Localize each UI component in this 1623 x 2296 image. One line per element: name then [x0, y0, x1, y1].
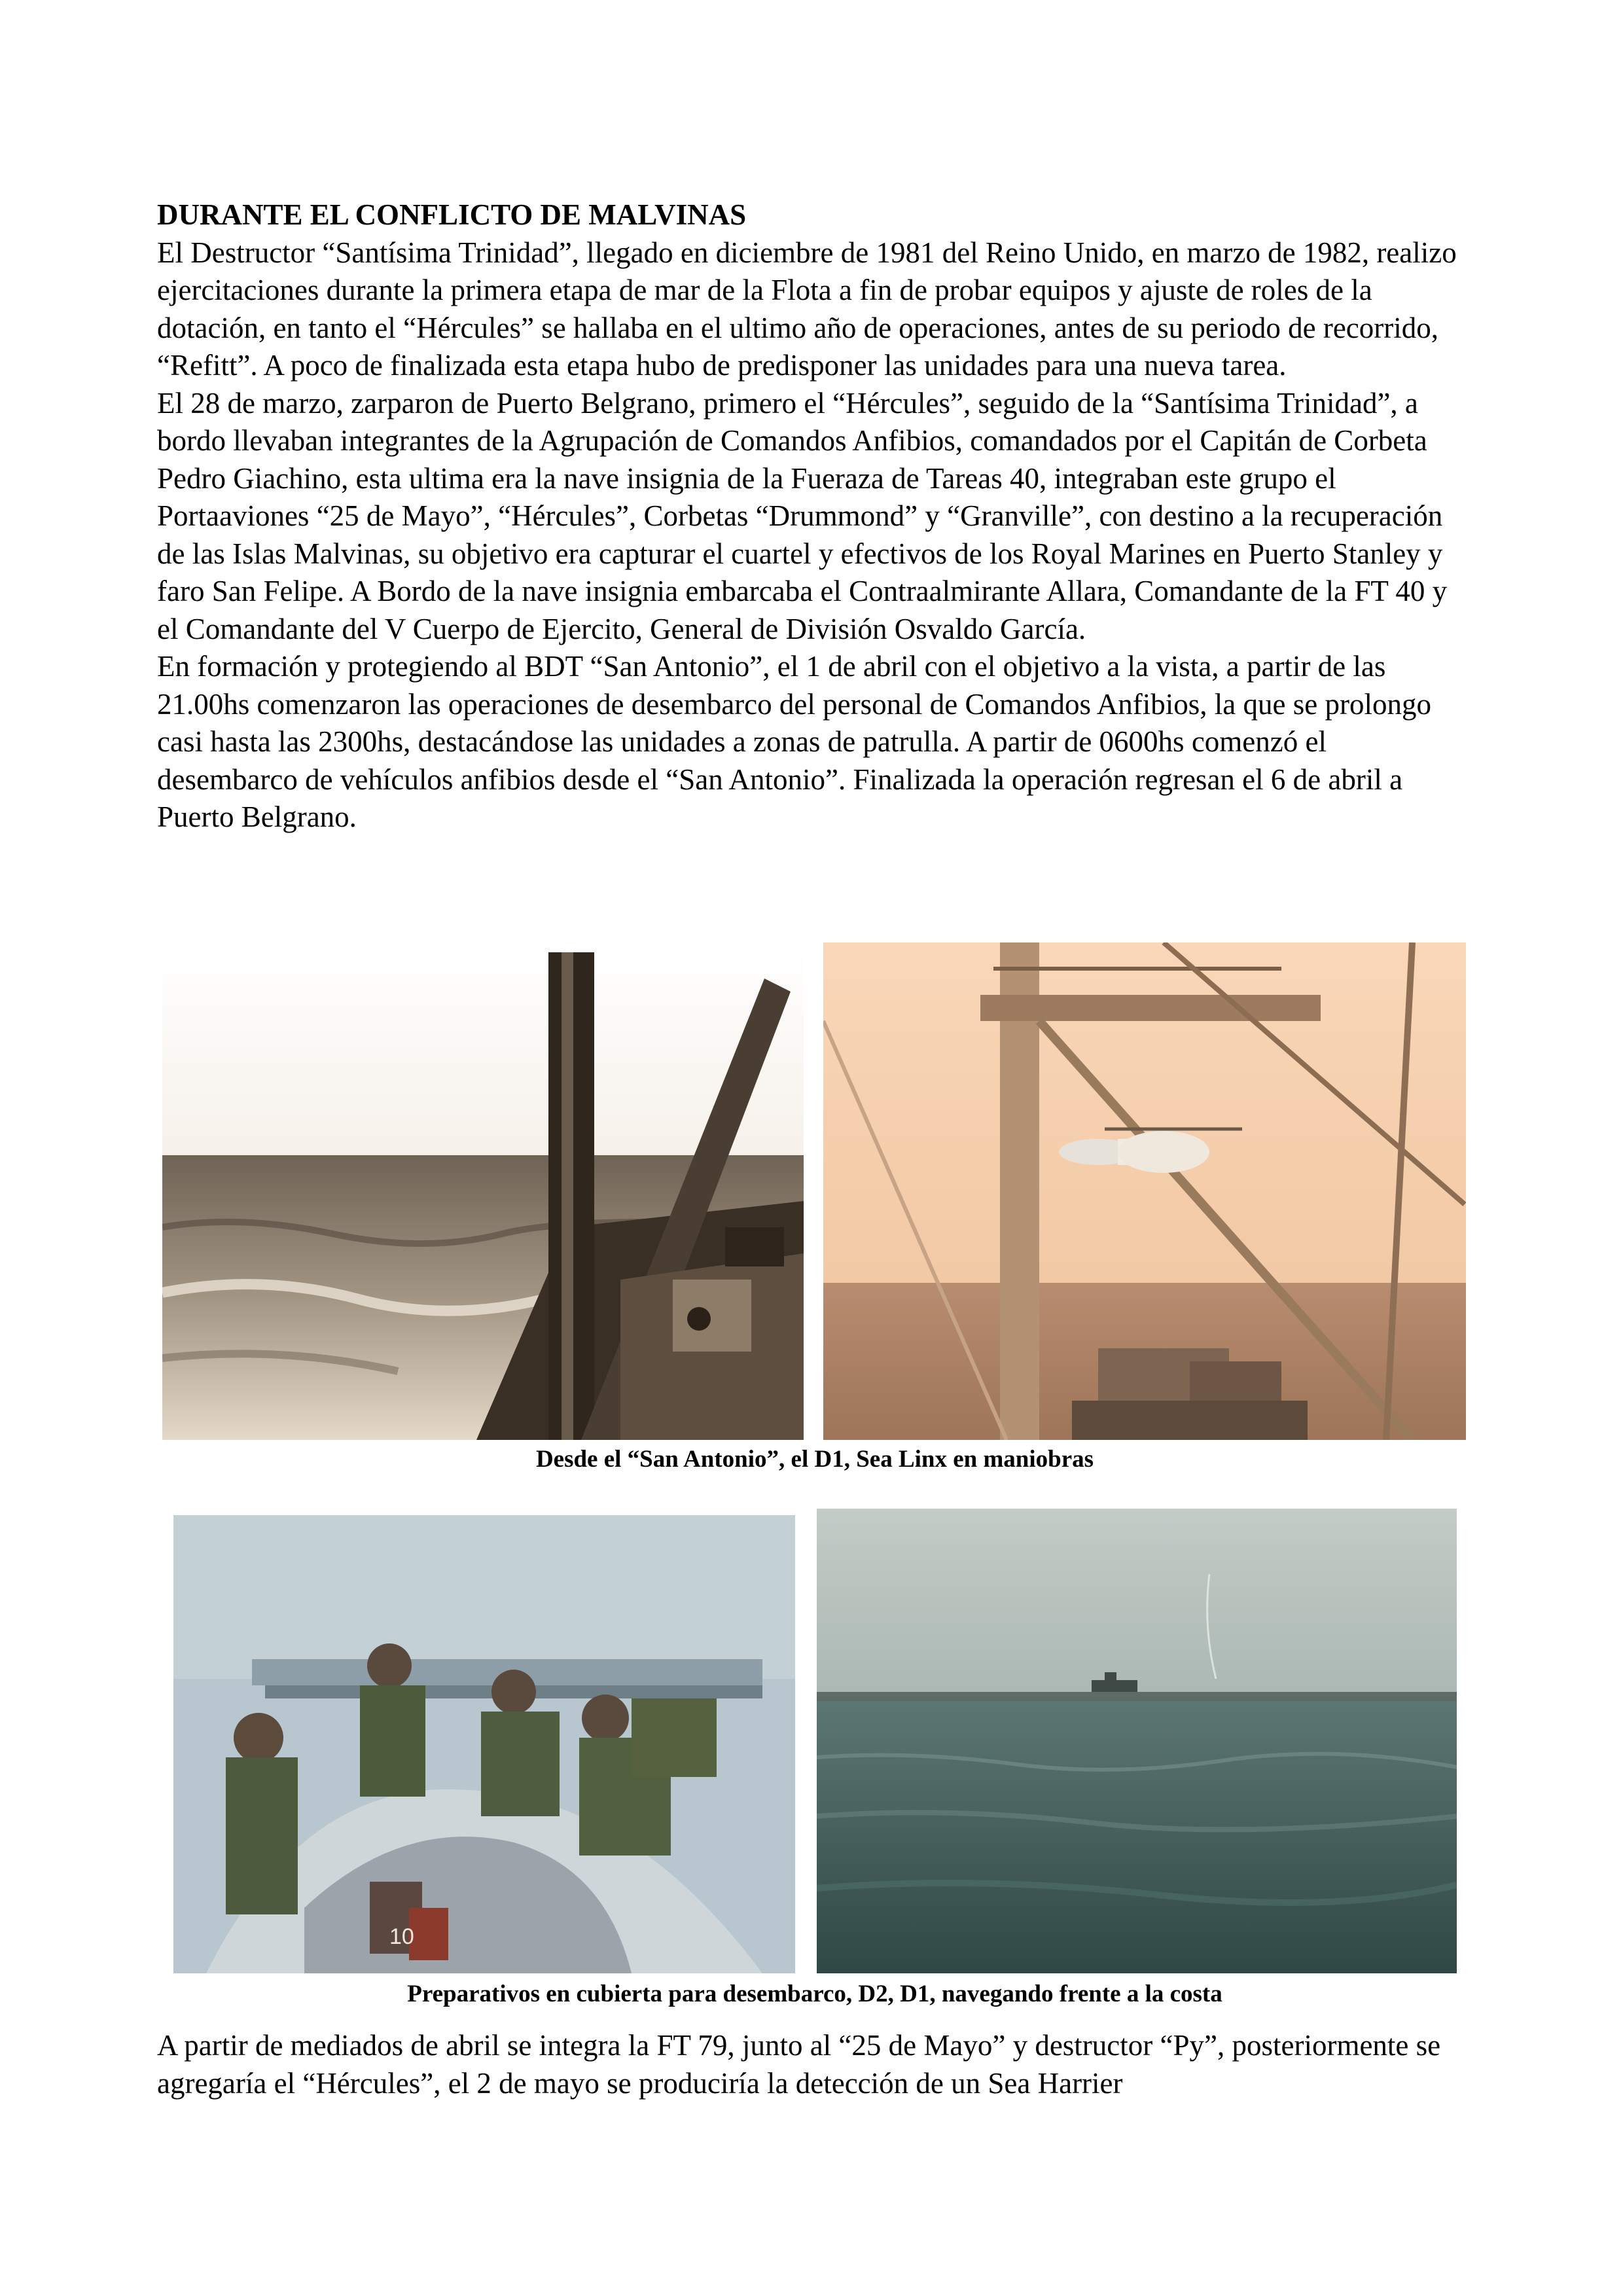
paragraph-3: En formación y protegiendo al BDT “San Antonio”, el 1 de abril con el objetivo a la vista, a partir de las 21.00hs comenzaron las operaciones de desembarco del personal de Comandos Anfibios, la que se prolongo casi hasta las 2300hs, destacándose las unidades a zonas de patrulla. A partir de 0600hs comenzó el desembarco de vehículos anfibios desde el “San Antonio”. Finalizada la operación regresan el 6 de abril a Puerto Belgrano.: [157, 650, 1431, 833]
photo-deck-sea-view: [162, 952, 804, 1440]
photo-helicopter-maneuver-image: [823, 942, 1466, 1440]
caption-1: Desde el “San Antonio”, el D1, Sea Linx en maniobras: [535, 1446, 1094, 1473]
caption-2: Preparativos en cubierta para desembarco, D2, D1, navegando frente a la costa: [407, 1981, 1222, 2007]
closing-paragraph: A partir de mediados de abril se integra la FT 79, junto al “25 de Mayo” y destructor “Py”, posteriormente se agregaría el “Hércules”, el 2 de mayo se produciría la detección de un Sea Harrier: [157, 2029, 1441, 2100]
paragraph-1: El Destructor “Santísima Trinidad”, llegado en diciembre de 1981 del Reino Unido, en marzo de 1982, realizo ejercitaciones durante la primera etapa de mar de la Flota a fin de probar equipos y ajuste de roles de la dotación, en tanto el “Hércules” se hallaba en el ultimo año de operaciones, antes de su periodo de recorrido, “Refitt”. A poco de finalizada esta etapa hubo de predisponer las unidades para una nueva tarea.: [157, 236, 1457, 382]
photo-deck-sea-view-image: [162, 952, 804, 1440]
photo-coastal-navigation: [817, 1509, 1457, 1973]
article-heading: DURANTE EL CONFLICTO DE MALVINAS: [157, 198, 747, 231]
photo-helicopter-maneuver: [823, 942, 1466, 1440]
photo-commandos-on-deck-image: [173, 1515, 795, 1973]
photo-number-label: 10: [389, 1924, 414, 1949]
photo-coastal-navigation-image: [817, 1509, 1457, 1973]
photo-commandos-on-deck: [173, 1515, 795, 1973]
closing-text: [157, 2027, 1472, 2102]
paragraph-2: El 28 de marzo, zarparon de Puerto Belgrano, primero el “Hércules”, seguido de la “Santísima Trinidad”, a bordo llevaban integrantes de la Agrupación de Comandos Anfibios, comandados por el Capitán de Corbeta Pedro Giachino, esta ultima era la nave insignia de la Fueraza de Tareas 40, integraban este grupo el Portaaviones “25 de Mayo”, “Hércules”, Corbetas “Drummond” y “Granville”, con destino a la recuperación de las Islas Malvinas, su objetivo era capturar el cuartel y efectivos de los Royal Marines en Puerto Stanley y faro San Felipe. A Bordo de la nave insignia embarcaba el Contraalmirante Allara, Comandante de la FT 40 y el Comandante del V Cuerpo de Ejercito, General de División Osvaldo García.: [157, 386, 1448, 645]
article-body: [157, 196, 1472, 836]
